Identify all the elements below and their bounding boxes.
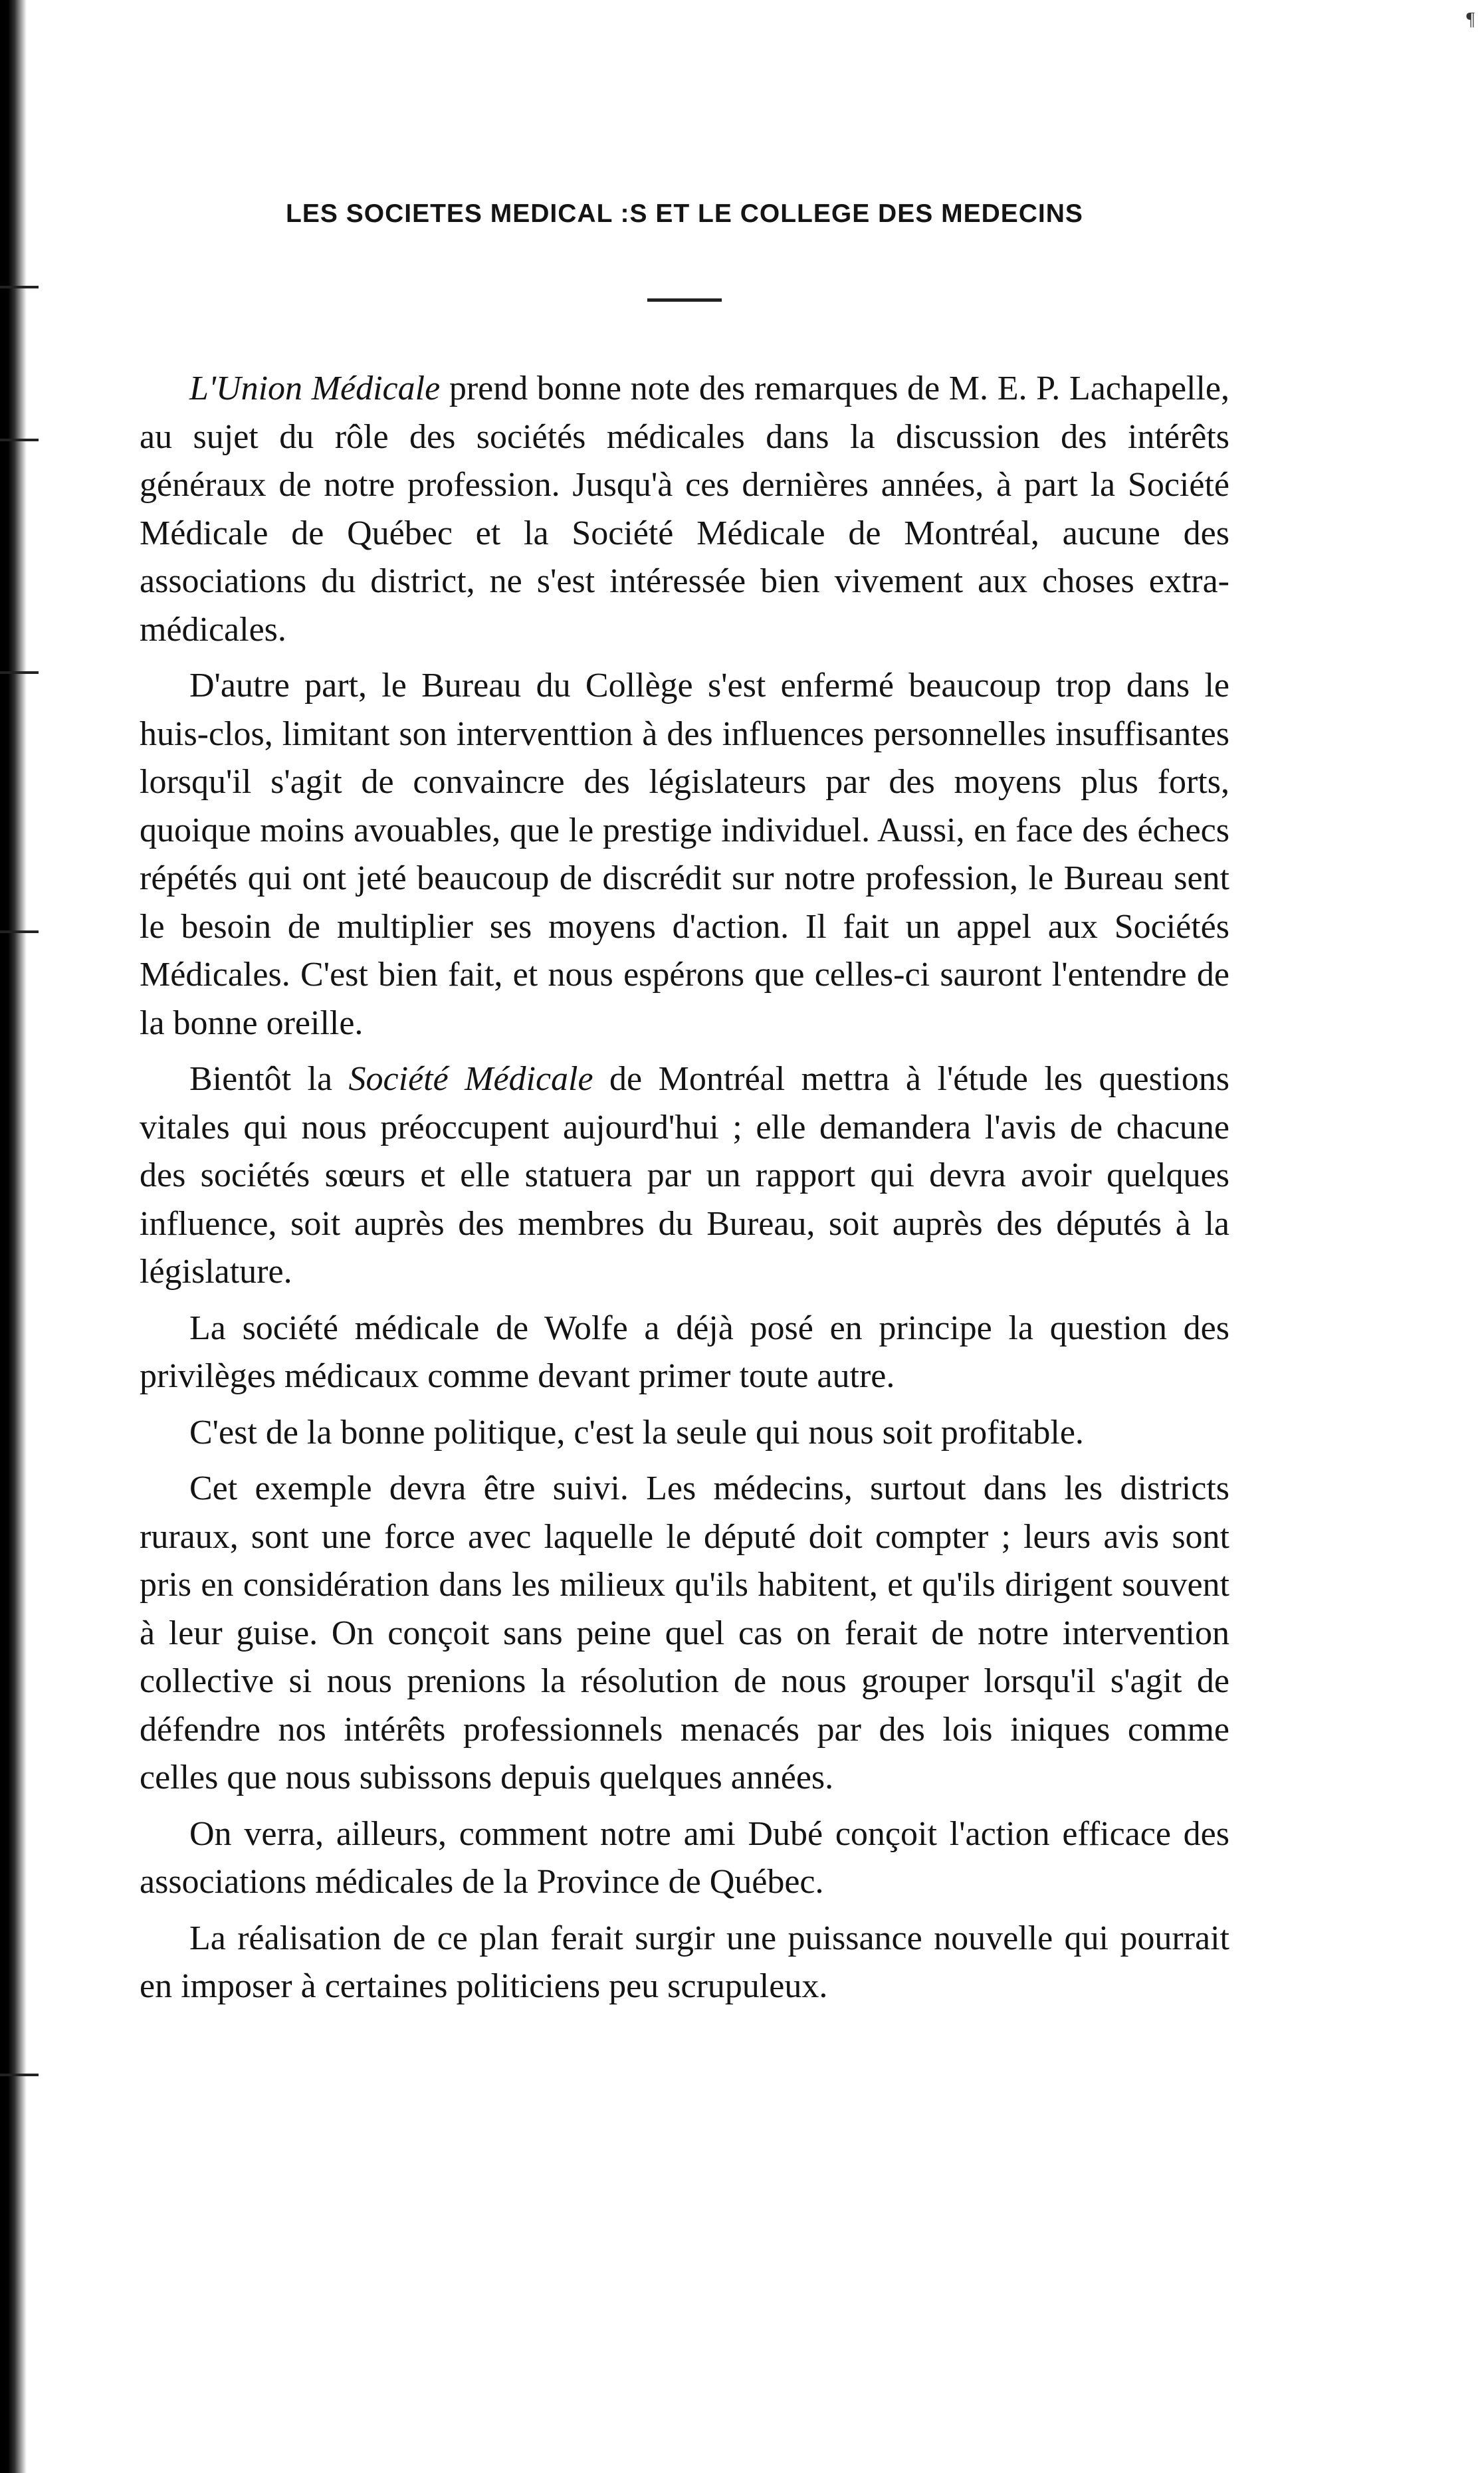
document-title: LES SOCIETES MEDICAL :S ET LE COLLEGE DES MEDECINS [286,199,1083,228]
paragraph-5: C'est de la bonne politique, c'est la seule qui nous soit profitable. [189,1413,1084,1452]
binding-mark [0,439,39,441]
society-name: Société Médicale [348,1060,593,1098]
binding-mark [0,671,39,674]
paragraph-6: Cet exemple devra être suivi. Les médecins, surtout dans les districts ruraux, sont une force avec laquelle le député doit compter ; leurs avis sont pris en considération dans les milieux qu'ils habitent, et qu'ils dirigent souvent à leur guise. On conçoit sans peine quel cas on ferait de notre intervention collective si nous prenions la résolution de nous grouper lorsqu'il s'agit de défendre nos intérêts professionnels menacés par des lois iniques comme celles que nous subissons depuis quelques années. [140,1469,1229,1796]
journal-name: L'Union Médicale [189,370,441,407]
paragraph-1 [140,365,1229,654]
binding-mark [0,930,39,933]
document-page [140,199,1229,2019]
paragraph-2: D'autre part, le Bureau du Collège s'est enfermé beaucoup trop dans le huis-clos, limitant son interventtion à des influences personnelles insuffisantes lorsqu'il s'agit de convaincre des législateurs par des moyens plus forts, quoique moins avouables, que le prestige individuel. Aussi, en face des échecs répétés qui ont jeté beaucoup de discrédit sur notre profession, le Bureau sent le besoin de multiplier ses moyens d'action. Il fait un appel aux Sociétés Médicales. C'est bien fait, et nous espérons que celles-ci sauront l'entendre de la bonne oreille. [140,667,1229,1042]
paragraph-4: La société médicale de Wolfe a déjà posé en principe la question des privilèges médicaux comme devant primer toute autre. [140,1309,1229,1395]
binding-mark [0,2074,39,2076]
paragraph-3 [140,1055,1229,1297]
paragraph-8: La réalisation de ce plan ferait surgir une puissance nouvelle qui pourrait en imposer à certaines politiciens peu scrupuleux. [140,1919,1229,2005]
paragraph-text: de Montréal mettra à l'étude les questions vitales qui nous préoccupent aujourd'hui ; elle demandera l'avis de chacune des sociétés sœurs et elle statuera par un rapport qui devra avoir quelques influence, soit auprès des membres du Bureau, soit auprès des députés à la législature. [140,1060,1229,1291]
binding-mark [0,286,39,288]
paragraph-7: On verra, ailleurs, comment notre ami Dubé conçoit l'action efficace des associations médicales de la Province de Québec. [140,1814,1229,1901]
binding-edge [0,0,27,2473]
paragraph-lead: Bientôt la [189,1060,349,1098]
paragraph-text: prend bonne note des remarques de M. E. P. Lachapelle, au sujet du rôle des sociétés médicales dans la discussion des intérêts généraux de notre profession. Jusqu'à ces dernières années, à part la Société Médicale de Québec et la Société Médicale de Montréal, aucune des associations du district, ne s'est intéressée bien vivement aux choses extra-médicales. [140,370,1230,649]
corner-mark: ¶ [1466,9,1475,30]
title-divider [647,298,722,302]
